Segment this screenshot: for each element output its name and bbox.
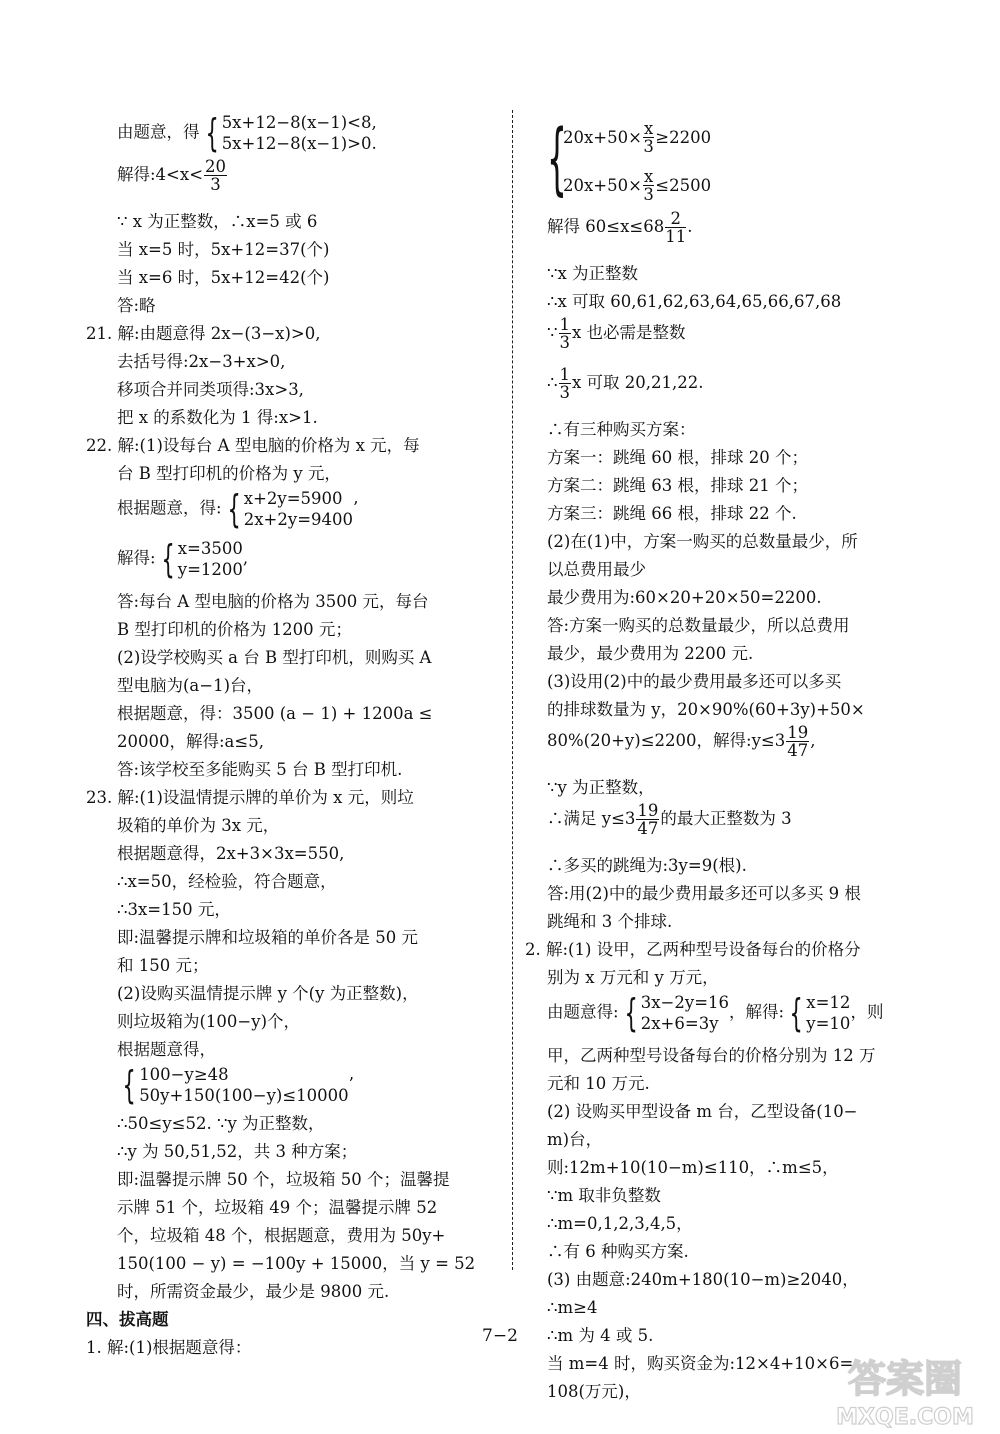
text-line: ∴x=50，经检验，符合题意， [117, 872, 337, 891]
text-line: (3)设用(2)中的最少费用最多还可以多买 [547, 672, 842, 691]
numerator: 1 [559, 365, 570, 384]
text-line: 当 m=4 时，购买资金为:12×4+10×6= [547, 1354, 854, 1373]
problem-2: 2. 解:(1) 设甲，乙两种型号设备每台的价格分 [525, 940, 861, 959]
text-line: 20000，解得:a≤5, [117, 732, 264, 751]
fraction [204, 158, 227, 193]
equation-system [156, 538, 243, 580]
line-text: ∴满足 y≤3 [547, 809, 636, 828]
inequality [563, 162, 711, 208]
text-line: ∴有三种购买方案： [547, 420, 696, 439]
text-line: ∴m≥4 [547, 1298, 598, 1317]
watermark-url: MXQE.COM [836, 1405, 974, 1430]
numerator: x [643, 166, 654, 186]
text-line: 108(万元)， [547, 1382, 641, 1401]
text-line: 答:用(2)中的最少费用最多还可以多买 9 根 [547, 884, 861, 903]
text-line: 最少费用为:60×20+20×50=2200. [547, 588, 822, 607]
text-line: 的排球数量为 y，20×90%(60+3y)+50× [547, 700, 865, 719]
fraction-line [86, 158, 496, 208]
brace-glyph: { [227, 487, 241, 531]
denominator: 47 [787, 741, 809, 760]
equation: 50y+150(100−y)≤10000 [139, 1086, 349, 1105]
fraction-line [547, 802, 917, 852]
section-heading: 四、拔高题 [86, 1310, 169, 1329]
watermark-logo [820, 1350, 990, 1430]
text-line: ∵ x 为正整数，∴x=5 或 6 [117, 212, 318, 231]
numerator: x [643, 118, 654, 138]
fraction [665, 210, 686, 245]
fraction-line [547, 210, 917, 260]
line-text: x 可取 20,21,22. [572, 373, 704, 392]
text-line: 移项合并同类项得:3x>3, [117, 380, 304, 399]
text-line: 型电脑为(a−1)台， [117, 676, 264, 695]
line-text: 解得: [117, 548, 156, 568]
punctuation: . [687, 217, 693, 236]
line-text: 20x+50× [563, 175, 642, 195]
equation: x=3500 [177, 539, 243, 558]
fraction [559, 316, 572, 351]
text-line: 根据题意得，2x+3×3x=550, [117, 844, 345, 863]
system-line [86, 538, 496, 588]
punctuation: , [242, 548, 249, 568]
text-line: 别为 x 万元和 y 万元， [547, 968, 719, 987]
numerator: 2 [665, 210, 686, 228]
equation: 100−y≥48 [139, 1065, 229, 1084]
text-line: 答:方案一购买的总数量最少，所以总费用 [547, 616, 850, 635]
brace-glyph: { [624, 991, 638, 1035]
line-text: ，解得: [729, 1002, 785, 1022]
brace-glyph: { [122, 1063, 136, 1107]
inequality [563, 114, 711, 160]
denominator: 3 [643, 136, 654, 156]
text-line: ∴m 为 4 或 5. [547, 1326, 654, 1345]
equation: 5x+12−8(x−1)<8, [221, 113, 377, 132]
text-line: 则垃圾箱为(100−y)个， [117, 1012, 301, 1031]
question-21: 21. 解:由题意得 2x−(3−x)>0, [86, 324, 321, 343]
equation: 2x+6=3y [640, 1014, 719, 1033]
text-line: ∴x 可取 60,61,62,63,64,65,66,67,68 [547, 292, 842, 311]
line-text: 解得:4<x< [117, 165, 204, 184]
brace-glyph: { [789, 991, 803, 1035]
question-22: 22. 解:(1)设每台 A 型电脑的价格为 x 元，每 [86, 436, 420, 455]
denominator: 3 [559, 333, 570, 352]
fraction [643, 120, 654, 155]
numerator: 19 [637, 801, 659, 820]
line-text: 由题意，得 [117, 122, 200, 142]
text-line: 方案一：跳绳 60 根，排球 20 个； [547, 448, 808, 467]
brace-glyph: { [204, 111, 219, 155]
numerator: 20 [205, 157, 227, 176]
system-line [86, 112, 496, 158]
text-line: 台 B 型打印机的价格为 y 元， [117, 464, 341, 483]
equation: y=10 [806, 1014, 851, 1033]
text-line: ∴3x=150 元， [117, 900, 231, 919]
text-line: ∵y 为正整数， [547, 778, 655, 797]
denominator: 3 [559, 383, 570, 402]
text-line: 即:温馨提示牌 50 个，垃圾箱 50 个；温馨提 [117, 1170, 450, 1189]
equation: 3x−2y=16 [640, 993, 730, 1012]
line-text: ∵ [547, 323, 558, 342]
text-line: 示牌 51 个，垃圾箱 49 个；温馨提示牌 52 [117, 1198, 438, 1217]
text-line: 根据题意，得：3500 (a − 1) + 1200a ≤ [117, 704, 433, 723]
text-line: 时，所需资金最少，最少是 9800 元. [117, 1282, 390, 1301]
denominator: 47 [637, 819, 659, 838]
punctuation: , [810, 731, 816, 750]
text-line: 方案三：跳绳 66 根，排球 22 个. [547, 504, 797, 523]
text-line: B 型打印机的价格为 1200 元； [117, 620, 352, 639]
text-line: 答:略 [117, 296, 156, 315]
text-line: 最少，最少费用为 2200 元. [547, 644, 754, 663]
page-number: 7−2 [482, 1326, 518, 1346]
line-text: ，则 [850, 1002, 884, 1022]
inequality-system [547, 114, 917, 210]
text-line: 即:温馨提示牌和垃圾箱的单价各是 50 元 [117, 928, 419, 947]
text-line: 元和 10 万元. [547, 1074, 650, 1093]
text-line: 把 x 的系数化为 1 得:x>1. [117, 408, 318, 427]
denominator: 3 [643, 184, 654, 204]
text-line: 当 x=5 时，5x+12=37(个) [117, 240, 330, 259]
text-line: (2)在(1)中，方案一购买的总数量最少，所 [547, 532, 858, 551]
equation: y=1200 [177, 560, 243, 579]
text-line: 个，垃圾箱 48 个，根据题意，费用为 50y+ [117, 1226, 446, 1245]
equation: x+2y=5900 [243, 489, 343, 508]
brace-glyph: { [547, 114, 567, 204]
text-line: (3) 由题意:240m+180(10−m)≥2040， [547, 1270, 859, 1289]
equation-system [200, 112, 377, 154]
punctuation: ’ [353, 498, 359, 518]
brace-glyph: { [161, 537, 175, 581]
text-line: ∴y 为 50,51,52，共 3 种方案； [117, 1142, 358, 1161]
line-text: ∴ [547, 373, 558, 392]
line-text: 解得 60≤x≤68 [547, 217, 665, 236]
text-line: ∴多买的跳绳为:3y=9(根). [547, 856, 747, 875]
equation: 5x+12−8(x−1)>0. [221, 134, 377, 153]
equation-system [222, 488, 353, 530]
line-text: ≤2500 [655, 175, 712, 195]
line-text: ≥2200 [655, 127, 712, 147]
system-line [86, 1064, 496, 1110]
text-line: ∴m=0,1,2,3,4,5， [547, 1214, 693, 1233]
watermark-title: 答案圈 [847, 1357, 963, 1401]
text-line: (2)设购买温情提示牌 y 个(y 为正整数)， [117, 984, 419, 1003]
text-line: 圾箱的单价为 3x 元， [117, 816, 280, 835]
text-line: (2)设学校购买 a 台 B 型打印机，则购买 A [117, 648, 432, 667]
equation-system [619, 992, 729, 1034]
text-line: (2) 设购买甲型设备 m 台，乙型设备(10− [547, 1102, 858, 1121]
fraction-line [547, 316, 917, 366]
numerator: 1 [559, 315, 570, 334]
text-line: 则:12m+10(10−m)≤110，∴m≤5， [547, 1158, 839, 1177]
text-line: 根据题意得， [117, 1040, 216, 1059]
text-line: ∴50≤y≤52. ∵y 为正整数， [117, 1114, 325, 1133]
line-text: 20x+50× [563, 127, 642, 147]
text-line: ∴有 6 种购买方案. [547, 1242, 689, 1261]
left-column [86, 112, 496, 1362]
column-divider [512, 110, 513, 1270]
text-line: 答:每台 A 型电脑的价格为 3500 元，每台 [117, 592, 429, 611]
fraction-line [547, 724, 917, 774]
punctuation: ’ [348, 1074, 354, 1094]
fraction [643, 168, 654, 203]
equation-system [784, 992, 850, 1034]
watermark-graphic [820, 1350, 990, 1430]
text-line: 当 x=6 时，5x+12=42(个) [117, 268, 330, 287]
line-text: 的最大正整数为 3 [660, 809, 792, 828]
text-line: 150(100 − y) = −100y + 15000，当 y = 52 [117, 1254, 476, 1273]
text-line: ∵x 为正整数 [547, 264, 639, 283]
system-line [86, 488, 496, 538]
text-line: 以总费用最少 [547, 560, 646, 579]
text-line: 答:该学校至多能购买 5 台 B 型打印机. [117, 760, 403, 779]
equation-system [117, 1064, 349, 1106]
line-text: x 也必需是整数 [572, 323, 686, 342]
equation: 2x+2y=9400 [243, 510, 354, 529]
denominator: 11 [665, 227, 687, 246]
problem-1: 1. 解:(1)根据题意得： [86, 1338, 252, 1357]
text-line: ∵m 取非负整数 [547, 1186, 661, 1205]
numerator: 19 [787, 723, 809, 742]
question-23: 23. 解:(1)设温情提示牌的单价为 x 元，则垃 [86, 788, 414, 807]
text-line: 甲，乙两种型号设备每台的价格分别为 12 万 [547, 1046, 876, 1065]
right-column [525, 114, 917, 1406]
fraction-line [547, 366, 917, 416]
fraction [559, 366, 572, 401]
line-text: 80%(20+y)≤2200，解得:y≤3 [547, 731, 786, 750]
text-line: 跳绳和 3 个排球. [547, 912, 673, 931]
system-line [547, 992, 917, 1042]
fraction [636, 802, 659, 837]
text-line: 去括号得:2x−3+x>0, [117, 352, 286, 371]
line-text: 根据题意，得: [117, 498, 222, 518]
line-text: 由题意得: [547, 1002, 619, 1022]
fraction [786, 724, 809, 759]
equation: x=12 [806, 993, 851, 1012]
text-line: m)台， [547, 1130, 603, 1149]
denominator: 3 [210, 175, 221, 194]
text-line: 和 150 元； [117, 956, 209, 975]
text-line: 方案二：跳绳 63 根，排球 21 个； [547, 476, 808, 495]
